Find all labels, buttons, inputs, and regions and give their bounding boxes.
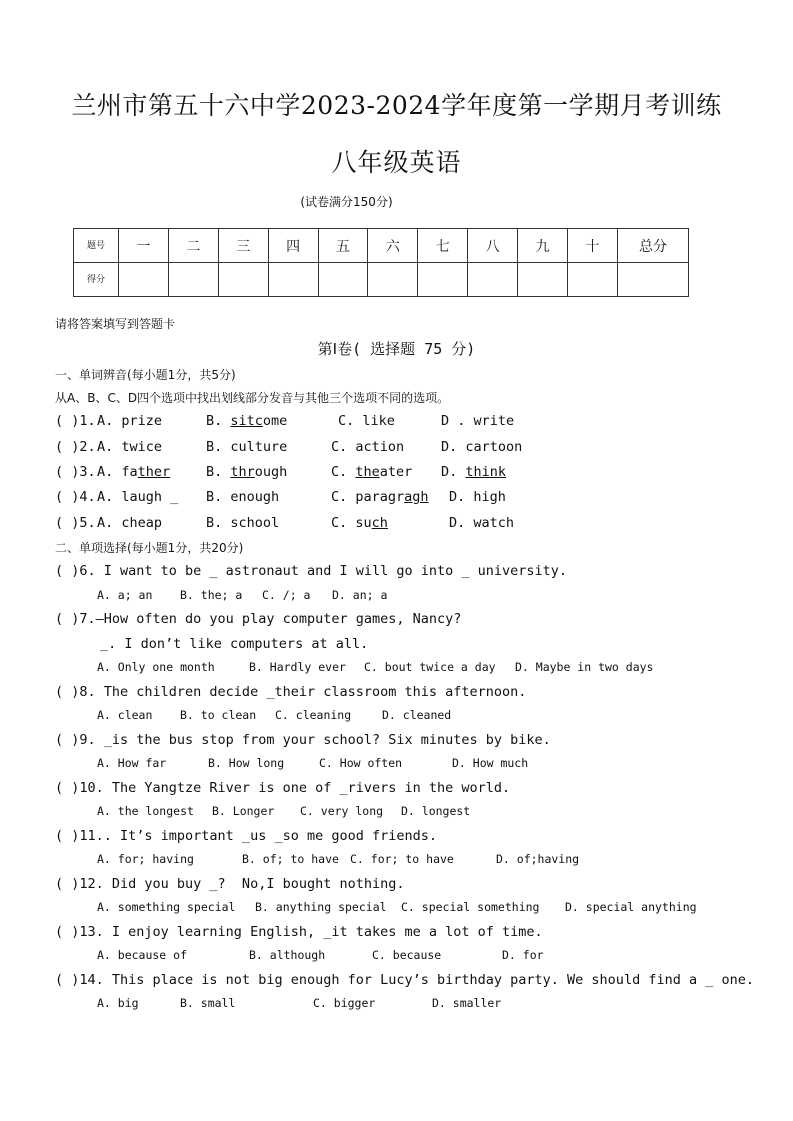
q4-option-c: C. paragragh <box>331 489 429 505</box>
q5-option-a: A. cheap <box>97 515 163 531</box>
q11-option-c: C. for; to have <box>350 852 454 866</box>
q8-stem: ( )8. The children decide _their classroom this afternoon. <box>55 684 527 700</box>
q12-stem: ( )12. Did you buy _? No,I bought nothing. <box>55 876 405 892</box>
score-cell <box>218 263 268 297</box>
score-cell <box>318 263 368 297</box>
q2-option-d: D. cartoon <box>441 439 523 455</box>
q10-option-b: B. Longer <box>212 804 275 818</box>
q13-option-b: B. although <box>249 948 326 962</box>
q6-option-c: C. /; a <box>262 588 311 602</box>
q11-option-d: D. of;having <box>496 852 580 866</box>
col-3: 三 <box>218 229 268 263</box>
q1-option-d: D . write <box>441 413 515 429</box>
q12-option-c: C. special something <box>401 900 540 914</box>
page-title: 兰州市第五十六中学2023-2024学年度第一学期月考训练 <box>71 91 722 120</box>
q7-option-d: D. Maybe in two days <box>515 660 654 674</box>
score-cell <box>618 263 689 297</box>
q1-option-c: C. like <box>338 413 395 429</box>
q1-number: ( )1. <box>55 413 96 429</box>
q2-option-a: A. twice <box>97 439 163 455</box>
col-7: 七 <box>418 229 468 263</box>
q4-option-a: A. laugh _ <box>97 489 179 505</box>
section2-heading: 二、单项选择(每小题1分，共20分) <box>55 541 244 555</box>
q8-option-c: C. cleaning <box>275 708 352 722</box>
q14-stem: ( )14. This place is not big enough for Lucy’s birthday party. We should find a _ one. <box>55 972 754 988</box>
q13-option-a: A. because of <box>97 948 188 962</box>
q13-stem: ( )13. I enjoy learning English, _it takes me a lot of time. <box>55 924 543 940</box>
col-5: 五 <box>318 229 368 263</box>
q9-option-a: A. How far <box>97 756 167 770</box>
score-cell <box>418 263 468 297</box>
q4-option-d: D. high <box>449 489 506 505</box>
q2-option-b: B. culture <box>206 439 288 455</box>
q9-option-d: D. How much <box>452 756 529 770</box>
q6-option-a: A. a; an <box>97 588 153 602</box>
section1-heading: 一、单词辨音(每小题1分，共5分) <box>55 368 236 382</box>
q10-option-d: D. longest <box>401 804 471 818</box>
q13-option-d: D. for <box>502 948 544 962</box>
q7-option-b: B. Hardly ever <box>249 660 346 674</box>
q2-number: ( )2. <box>55 439 96 455</box>
col-4: 四 <box>268 229 318 263</box>
q14-option-c: C. bigger <box>313 996 376 1010</box>
q3-option-c: C. theater <box>331 464 413 480</box>
score-cell <box>168 263 218 297</box>
q9-stem: ( )9. _is the bus stop from your school? Six minutes by bike. <box>55 732 551 748</box>
q3-option-a: A. father <box>97 464 171 480</box>
q8-option-b: B. to clean <box>180 708 257 722</box>
q7-stem-line2: _. I don’t like computers at all. <box>100 636 369 652</box>
score-table-score-row <box>74 263 689 297</box>
q14-option-b: B. small <box>180 996 236 1010</box>
q10-stem: ( )10. The Yangtze River is one of _rivers in the world. <box>55 780 511 796</box>
score-cell <box>518 263 568 297</box>
q14-option-a: A. big <box>97 996 139 1010</box>
q13-option-c: C. because <box>372 948 442 962</box>
answer-instruction: 请将答案填写到答题卡 <box>55 317 176 331</box>
score-table <box>73 228 689 297</box>
q4-option-b: B. enough <box>206 489 280 505</box>
q6-stem: ( )6. I want to be _ astronaut and I will go into _ university. <box>55 563 568 579</box>
score-cell <box>368 263 418 297</box>
col-10: 十 <box>568 229 618 263</box>
q7-option-a: A. Only one month <box>97 660 215 674</box>
q6-option-d: D. an; a <box>332 588 388 602</box>
q9-option-b: B. How long <box>208 756 285 770</box>
q14-option-d: D. smaller <box>432 996 502 1010</box>
q6-option-b: B. the; a <box>180 588 243 602</box>
score-table-header-row <box>74 229 689 263</box>
q12-option-d: D. special anything <box>565 900 697 914</box>
q8-option-a: A. clean <box>97 708 153 722</box>
q10-option-a: A. the longest <box>97 804 194 818</box>
col-9: 九 <box>518 229 568 263</box>
q9-option-c: C. How often <box>319 756 403 770</box>
q3-number: ( )3. <box>55 464 96 480</box>
row-label-score: 得分 <box>74 263 119 297</box>
q1-option-a: A. prize <box>97 413 163 429</box>
q12-option-a: A. something special <box>97 900 236 914</box>
row-label-question-number: 题号 <box>74 229 119 263</box>
q4-number: ( )4. <box>55 489 96 505</box>
col-1: 一 <box>119 229 169 263</box>
page-subtitle: 八年级英语 <box>331 148 462 177</box>
q7-stem: ( )7.—How often do you play computer games, Nancy? <box>55 611 462 627</box>
q12-option-b: B. anything special <box>255 900 387 914</box>
score-cell <box>568 263 618 297</box>
col-8: 八 <box>468 229 518 263</box>
q5-option-d: D. watch <box>449 515 515 531</box>
score-note: (试卷满分150分) <box>300 195 393 209</box>
score-cell <box>468 263 518 297</box>
q3-option-b: B. through <box>206 464 288 480</box>
q1-option-b: B. sitcome <box>206 413 288 429</box>
q3-option-d: D. think <box>441 464 507 480</box>
score-cell <box>268 263 318 297</box>
q8-option-d: D. cleaned <box>382 708 452 722</box>
q5-option-c: C. such <box>331 515 388 531</box>
q2-option-c: C. action <box>331 439 405 455</box>
q11-stem: ( )11.. It’s important _us _so me good friends. <box>55 828 438 844</box>
part1-title: 第Ⅰ卷( 选择题 75 分) <box>317 340 476 358</box>
q5-option-b: B. school <box>206 515 280 531</box>
col-total: 总分 <box>618 229 689 263</box>
score-cell <box>119 263 169 297</box>
q5-number: ( )5. <box>55 515 96 531</box>
q7-option-c: C. bout twice a day <box>364 660 496 674</box>
q11-option-b: B. of; to have <box>242 852 339 866</box>
q10-option-c: C. very long <box>300 804 384 818</box>
section1-direction: 从A、B、C、D四个选项中找出划线部分发音与其他三个选项不同的选项。 <box>55 391 450 405</box>
col-2: 二 <box>168 229 218 263</box>
col-6: 六 <box>368 229 418 263</box>
q11-option-a: A. for; having <box>97 852 194 866</box>
